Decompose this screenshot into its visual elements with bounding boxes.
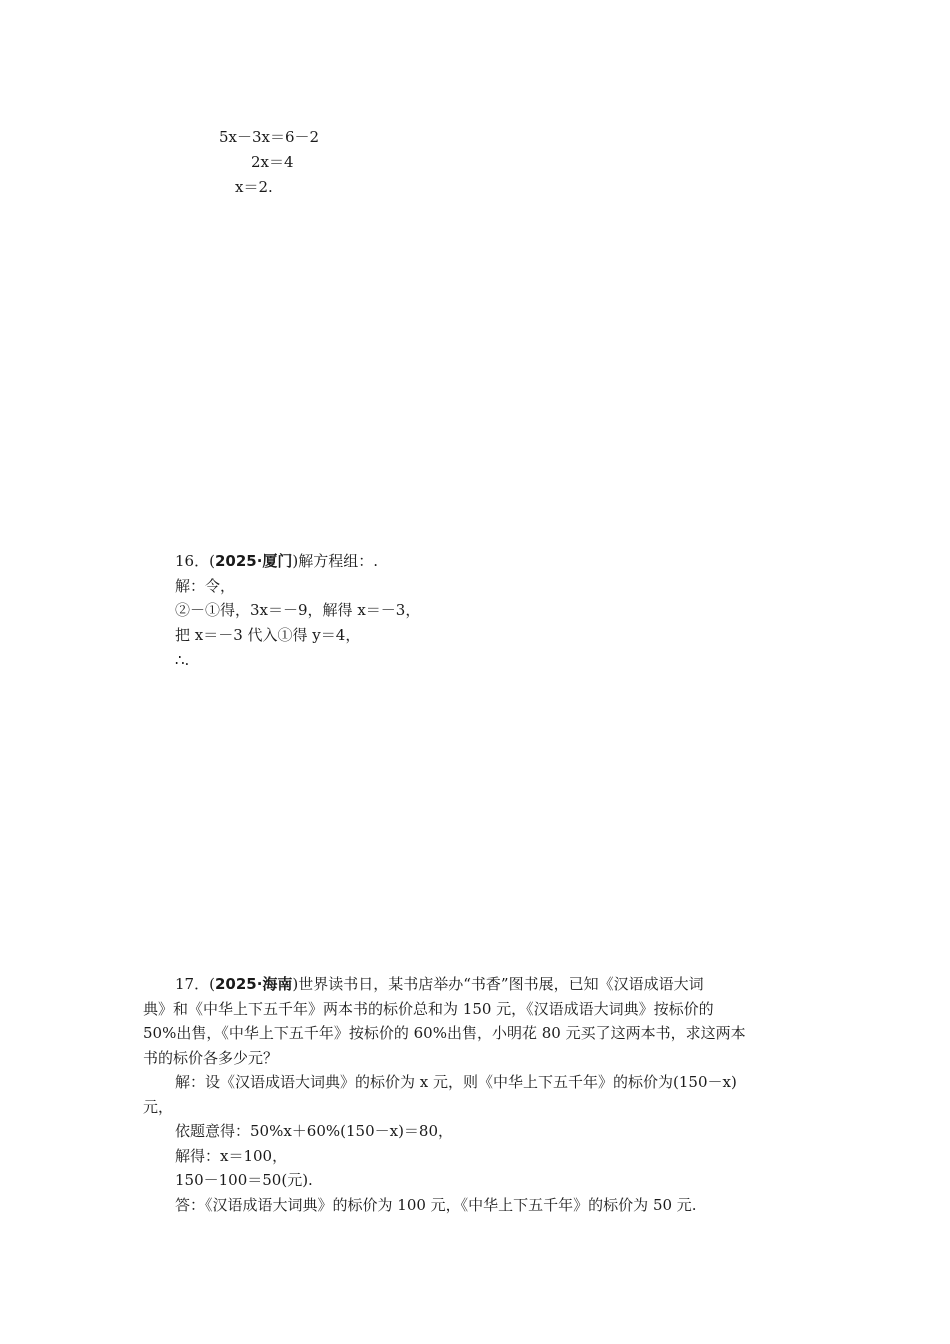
solution-17-line-4: 解得：x＝100， (175, 1146, 288, 1165)
question-prompt: )解方程组：. (292, 552, 379, 570)
question-number: 17．( (175, 975, 215, 993)
solution-16-line-1: 解：令， (175, 577, 236, 595)
question-number: 16．( (175, 552, 215, 570)
question-text: )世界读书日，某书店举办“书香”图书展，已知《汉语成语大词 (292, 975, 704, 993)
solution-16-line-2: ②－①得，3x＝－9，解得 x＝－3， (175, 601, 421, 619)
question-17-line-1 (143, 972, 811, 997)
solution-17-line-5: 150－100＝50(元). (175, 1171, 313, 1189)
solution-16-line-3: 把 x＝－3 代入①得 y＝4， (175, 626, 361, 644)
equation-line-1: 5x－3x＝6－2 (219, 128, 320, 146)
question-17 (143, 972, 811, 1217)
equation-line-2: 2x＝4 (251, 153, 294, 171)
equation-line-3: x＝2. (235, 178, 273, 196)
question-16-title (175, 552, 378, 570)
question-17-line-2: 典》和《中华上下五千年》两本书的标价总和为 150 元，《汉语成语大词典》按标价的 (143, 999, 714, 1018)
solution-17-line-1: 解：设《汉语成语大词典》的标价为 x 元，则《中华上下五千年》的标价为(150－x) (175, 1073, 737, 1091)
solution-17-line-2: 元， (143, 1097, 174, 1116)
question-source: 2025·海南 (214, 975, 293, 993)
solution-16-line-4: ∴. (175, 651, 190, 669)
question-17-line-4: 书的标价各多少元？ (143, 1048, 279, 1067)
question-source: 2025·厦门 (214, 552, 293, 570)
solution-17-answer: 答：《汉语成语大词典》的标价为 100 元，《中华上下五千年》的标价为 50 元. (175, 1195, 697, 1214)
question-17-line-3: 50%出售，《中华上下五千年》按标价的 60%出售，小明花 80 元买了这两本书，求这两本 (143, 1024, 746, 1042)
solution-17-line-3: 依题意得：50%x＋60%(150－x)＝80， (175, 1122, 454, 1140)
